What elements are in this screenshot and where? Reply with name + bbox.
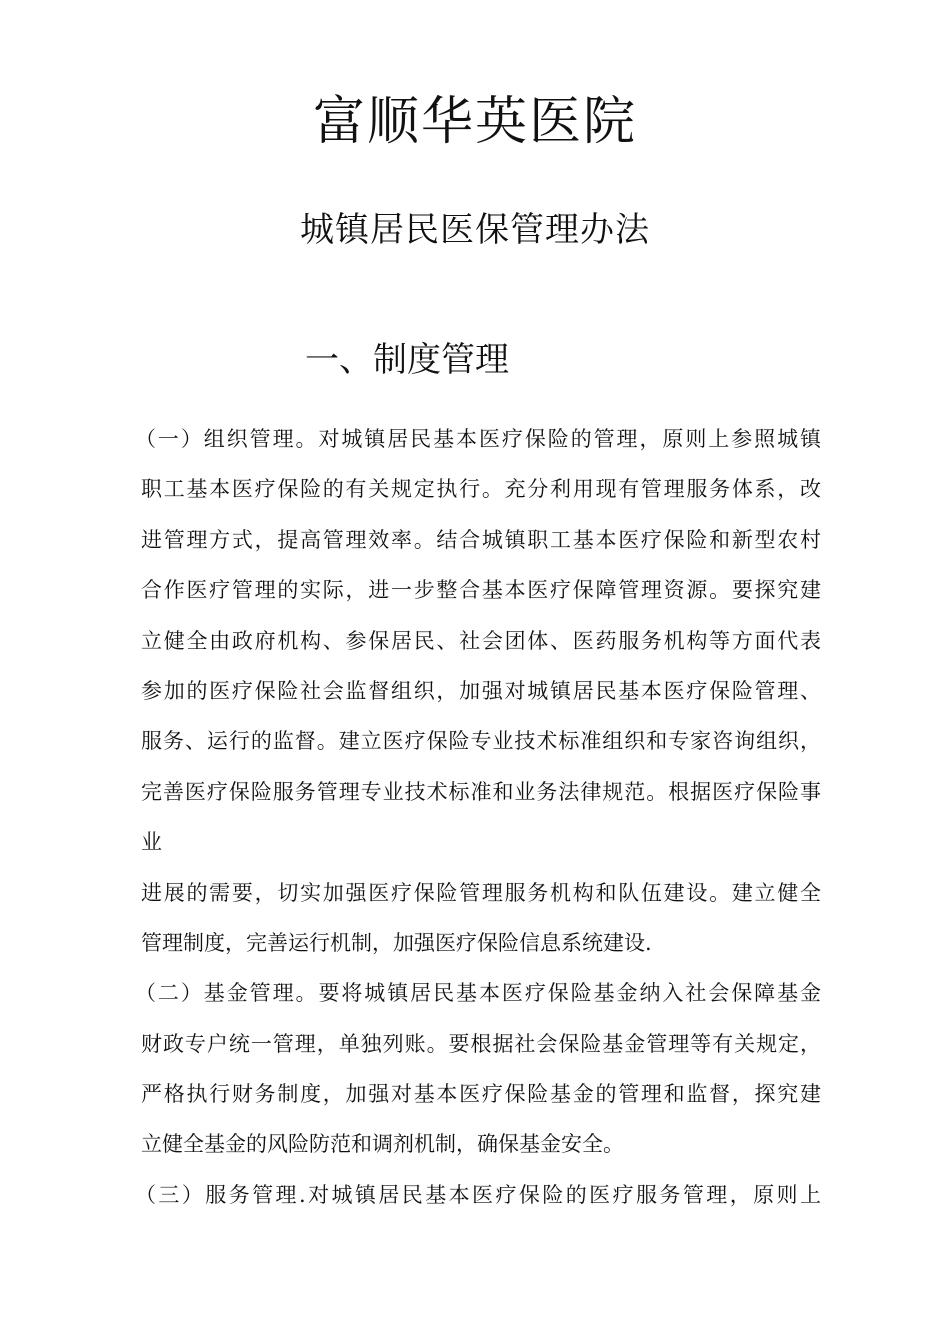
text-line: 立健全基金的风险防范和调剂机制，确保基金安全。 bbox=[141, 1132, 624, 1157]
body-text bbox=[135, 414, 821, 1220]
text-line: 合作医疗管理的实际，进一步整合基本医疗保障管理资源。要探究建 bbox=[141, 578, 821, 603]
text-line: 进展的需要，切实加强医疗保险管理服务机构和队伍建设。建立健全 bbox=[141, 880, 821, 905]
text-line: 完善医疗保险服务管理专业技术标准和业务法律规范。根据医疗保险事 bbox=[141, 779, 821, 804]
text-line: 严格执行财务制度，加强对基本医疗保险基金的管理和监督，探究建 bbox=[141, 1082, 821, 1107]
text-line: 立健全由政府机构、参保居民、社会团体、医药服务机构等方面代表 bbox=[141, 628, 821, 653]
section-heading: 一、制度管理 bbox=[305, 340, 509, 380]
text-line: （一）组织管理。对城镇居民基本医疗保险的管理，原则上参照城镇 bbox=[135, 427, 821, 451]
text-line: 管理制度，完善运行机制，加强医疗保险信息系统建设. bbox=[141, 930, 652, 955]
text-line: 业 bbox=[141, 830, 162, 855]
hospital-title: 富顺华英医院 bbox=[312, 92, 637, 152]
text-line: 财政专户统一管理，单独列账。要根据社会保险基金管理等有关规定， bbox=[141, 1031, 821, 1056]
text-line: 职工基本医疗保险的有关规定执行。充分利用现有管理服务体系，改 bbox=[141, 477, 821, 502]
text-line: 服务、运行的监督。建立医疗保险专业技术标准组织和专家咨询组织， bbox=[141, 729, 821, 754]
text-line: （二）基金管理。要将城镇居民基本医疗保险基金纳入社会保障基金 bbox=[135, 981, 821, 1006]
text-line: 进管理方式，提高管理效率。结合城镇职工基本医疗保险和新型农村 bbox=[141, 527, 821, 552]
text-line: 参加的医疗保险社会监督组织，加强对城镇居民基本医疗保险管理、 bbox=[141, 678, 821, 703]
document-subtitle: 城镇居民医保管理办法 bbox=[300, 210, 650, 250]
text-line: （三）服务管理.对城镇居民基本医疗保险的医疗服务管理，原则上 bbox=[135, 1182, 821, 1207]
